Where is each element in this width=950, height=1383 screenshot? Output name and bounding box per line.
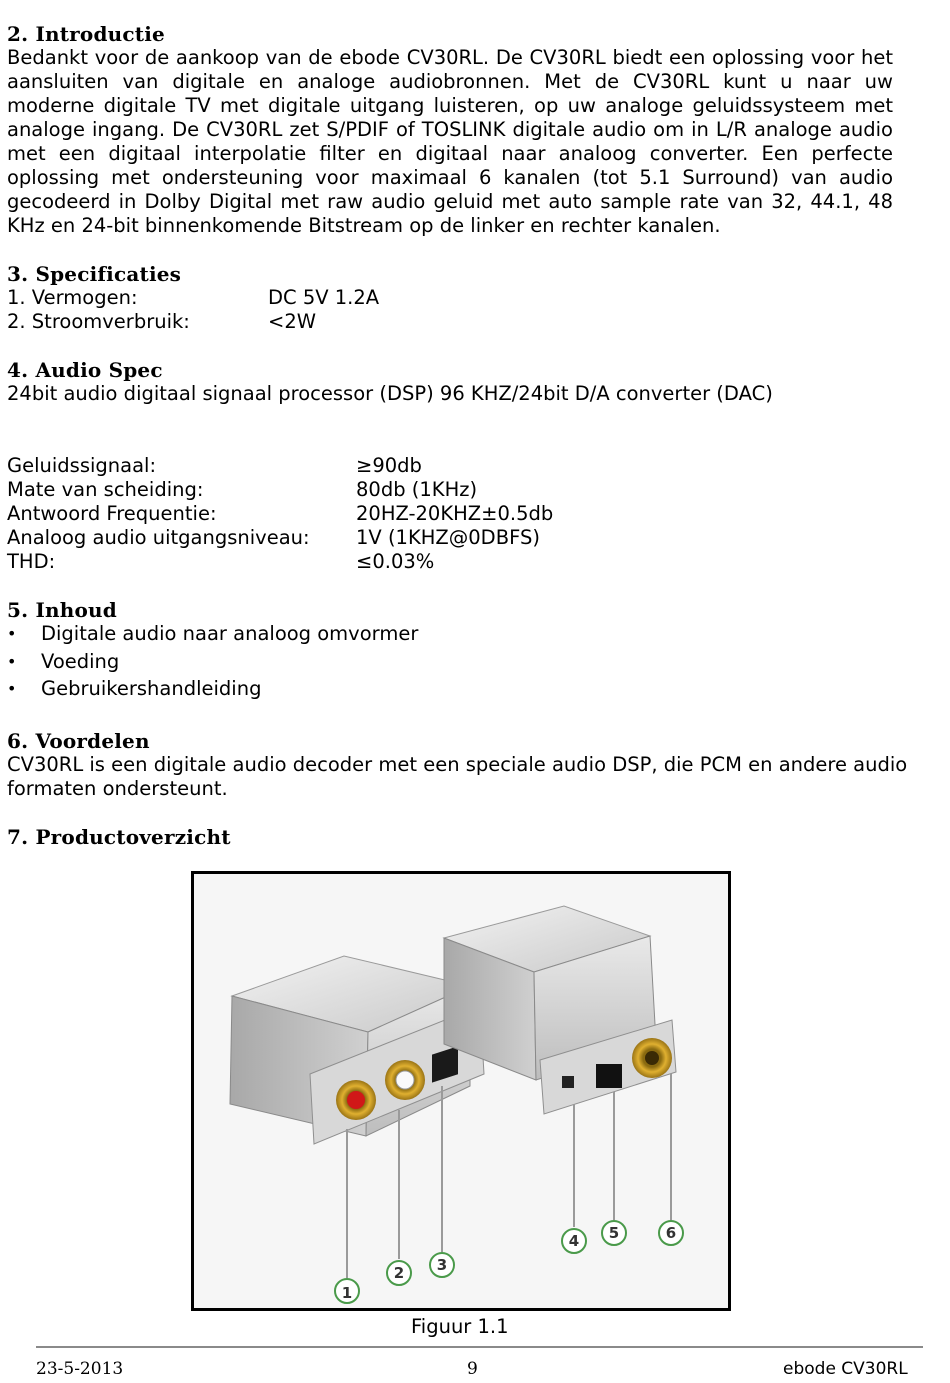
spec-label: 2. Stroomverbruik:: [7, 310, 190, 333]
product-illustration: [194, 874, 728, 1308]
section-productoverzicht: [7, 825, 919, 849]
spec-value: DC 5V 1.2A: [268, 286, 380, 309]
manual-page: [7, 22, 919, 849]
audio-spec-value: 80db (1KHz): [356, 478, 478, 501]
list-item-text: Voeding: [41, 649, 120, 673]
bullet-icon: •: [7, 624, 17, 643]
heading-introductie: 2. Introductie: [7, 22, 165, 46]
audio-intro: 24bit audio digitaal signaal processor (DSP) 96 KHZ/24bit D/A converter (DAC): [7, 382, 773, 405]
bullet-icon: •: [7, 651, 17, 671]
callout-2: 2: [386, 1260, 412, 1286]
callout-3: 3: [429, 1252, 455, 1278]
audio-spec-label: Antwoord Frequentie:: [7, 502, 217, 525]
bullet-icon: •: [7, 679, 17, 698]
list-item-text: Digitale audio naar analoog omvormer: [41, 622, 419, 645]
section-voordelen: [7, 729, 919, 801]
callout-5: 5: [601, 1220, 627, 1246]
section-audio-spec: [7, 358, 919, 574]
footer-divider: [36, 1346, 923, 1348]
callout-4: 4: [561, 1228, 587, 1254]
footer-page-number: 9: [467, 1359, 478, 1379]
footer-product: ebode CV30RL: [783, 1359, 908, 1379]
list-item-text: Gebruikershandleiding: [41, 677, 262, 700]
heading-audio-spec: 4. Audio Spec: [7, 358, 163, 382]
product-figure: [191, 871, 731, 1311]
spec-value: <2W: [268, 310, 317, 333]
audio-spec-label: THD:: [7, 550, 56, 573]
spec-row: [7, 310, 919, 334]
section-inhoud: [7, 598, 919, 705]
audio-spec-value: ≤0.03%: [356, 550, 435, 573]
callout-6: 6: [658, 1220, 684, 1246]
audio-spec-row: [7, 526, 919, 550]
list-item: [7, 650, 919, 678]
section-introductie: [7, 22, 919, 238]
section-specificaties: [7, 262, 919, 334]
audio-spec-row: [7, 478, 919, 502]
audio-spec-label: Geluidssignaal:: [7, 454, 157, 477]
figure-caption: Figuur 1.1: [411, 1315, 509, 1338]
audio-spec-label: Mate van scheiding:: [7, 478, 204, 501]
audio-spec-row: [7, 454, 919, 478]
audio-spec-row: [7, 550, 919, 574]
heading-voordelen: 6. Voordelen: [7, 728, 150, 753]
list-item: [7, 622, 919, 650]
footer-date: 23-5-2013: [36, 1359, 124, 1379]
heading-productoverzicht: 7. Productoverzicht: [7, 824, 231, 849]
intro-paragraph: Bedankt voor de aankoop van de ebode CV30RL. De CV30RL biedt een oplossing voor het aansluiten van digitale en analoge audiobronnen. Met de CV30RL kunt u naar uw moderne digitale TV met digitale uitgang luisteren, op uw analoge geluidssysteem met analoge ingang. De CV30RL zet S/PDIF of TOSLINK digitale audio om in L/R analoge audio met een digitaal interpolatie filter en digitaal naar analoog converter. Een perfecte oplossing met ondersteuning voor maximaal 6 kanalen (tot 5.1 Surround) van audio gecodeerd in Dolby Digital met raw audio geluid met auto sample rate van 32, 44.1, 48 KHz en 24-bit binnenkomende Bitstream op de linker en rechter kanalen.: [7, 46, 893, 237]
audio-spec-value: ≥90db: [356, 454, 422, 477]
list-item: [7, 677, 919, 705]
callout-1: 1: [334, 1278, 360, 1304]
heading-specificaties: 3. Specificaties: [7, 262, 182, 286]
audio-spec-value: 1V (1KHZ@0DBFS): [356, 526, 540, 549]
advantages-paragraph: CV30RL is een digitale audio decoder met een speciale audio DSP, die PCM en andere audio formaten ondersteunt.: [7, 752, 908, 800]
spec-label: 1. Vermogen:: [7, 286, 138, 309]
audio-spec-row: [7, 502, 919, 526]
contents-list: [7, 622, 919, 705]
audio-spec-value: 20HZ-20KHZ±0.5db: [356, 502, 554, 525]
audio-spec-label: Analoog audio uitgangsniveau:: [7, 526, 310, 549]
heading-inhoud: 5. Inhoud: [7, 598, 117, 622]
spec-row: [7, 286, 919, 310]
